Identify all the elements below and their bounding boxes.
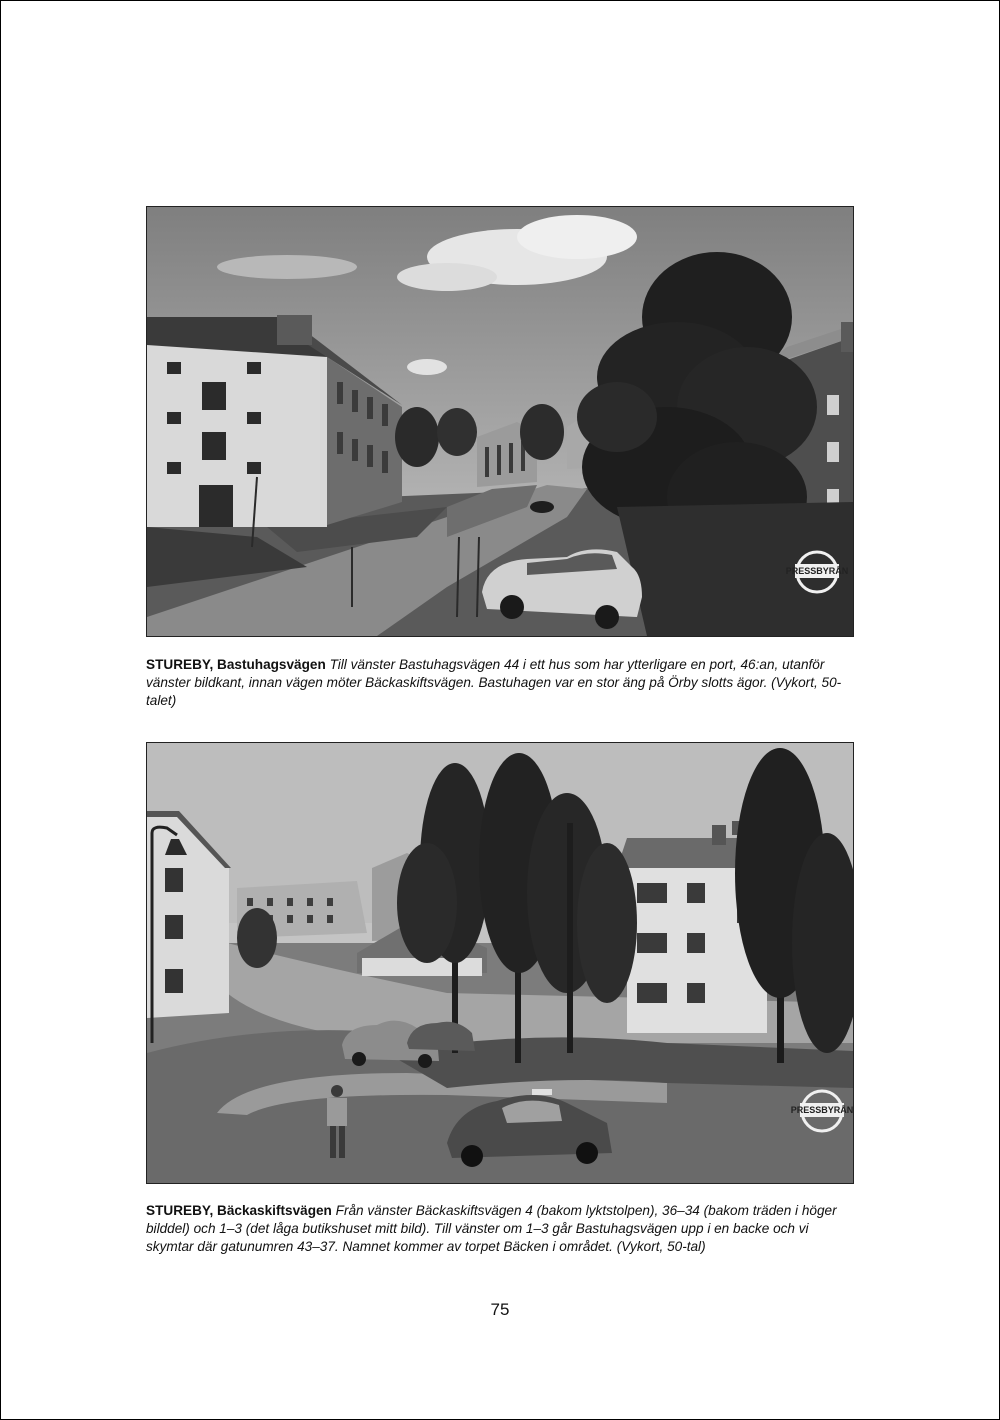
- caption-title: STUREBY, Bastuhagsvägen: [146, 657, 326, 672]
- photo-backaskiftsvagen: [146, 742, 854, 1184]
- photo-bastuhagsvagen-image: [147, 207, 853, 636]
- caption-body: Från vänster Bäckaskiftsvägen 4 (bakom lyktstolpen), 36–34 (bakom träden i höger bilddel) och 1–3 (det låga butikshuset mitt bild). Till vänster om 1–3 går Bastuhagsvägen upp i en backe och vi skymtar där gatunumren 43–37. Namnet kommer av torpet Bäcken i området. (Vykort, 50-tal): [146, 1203, 837, 1254]
- svg-text:PRESSBYRÅN: PRESSBYRÅN: [790, 1105, 853, 1115]
- caption-bastuhagsvagen: [146, 656, 858, 710]
- photo-backaskiftsvagen-image: [147, 743, 853, 1183]
- caption-title: STUREBY, Bäckaskiftsvägen: [146, 1203, 332, 1218]
- page-number: 75: [490, 1300, 510, 1319]
- svg-text:PRESSBYRÅN: PRESSBYRÅN: [785, 566, 849, 576]
- caption-body: Till vänster Bastuhagsvägen 44 i ett hus som har ytterligare en port, 46:an, utanför vänster bildkant, innan vägen möter Bäckaskiftsvägen. Bastuhagen var en stor äng på Örby slotts ägor. (Vykort, 50-talet): [146, 657, 842, 708]
- photo-bastuhagsvagen: [146, 206, 854, 637]
- caption-backaskiftsvagen: [146, 1202, 858, 1256]
